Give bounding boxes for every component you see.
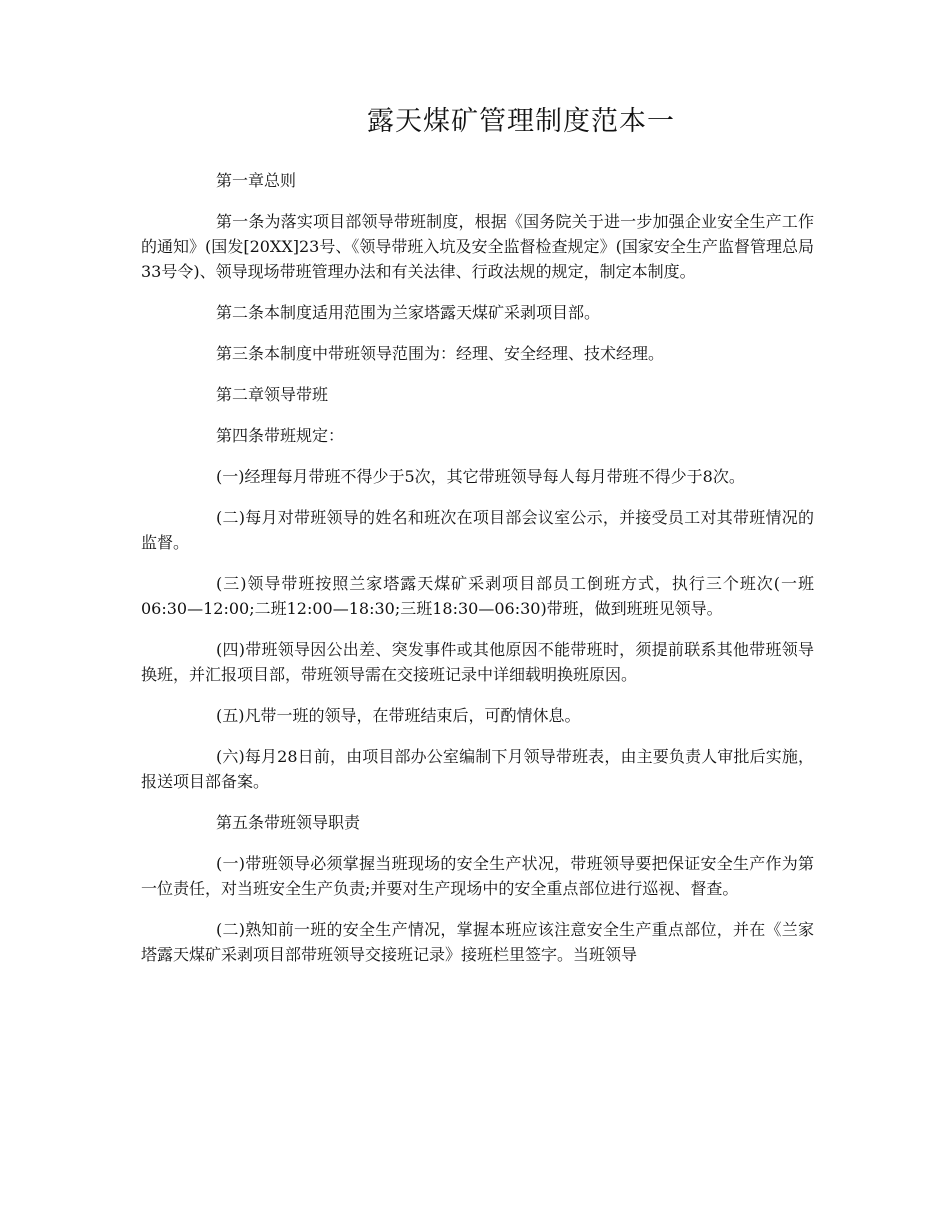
list-item-paragraph: (四)带班领导因公出差、突发事件或其他原因不能带班时，须提前联系其他带班领导换班，并汇报项目部，带班领导需在交接班记录中详细载明换班原因。	[141, 640, 814, 684]
article-paragraph: 第三条本制度中带班领导范围为：经理、安全经理、技术经理。	[216, 344, 665, 363]
article-paragraph: 第四条带班规定：	[216, 426, 345, 445]
list-item-paragraph: (一)带班领导必须掌握当班现场的安全生产状况，带班领导要把保证安全生产作为第一位责任，对当班安全生产负责;并要对生产现场中的安全重点部位进行巡视、督查。	[141, 854, 814, 898]
document-title: 露天煤矿管理制度范本一	[367, 106, 675, 137]
list-item-paragraph: (五)凡带一班的领导，在带班结束后，可酌情休息。	[216, 706, 581, 725]
list-item-paragraph: (三)领导带班按照兰家塔露天煤矿采剥项目部员工倒班方式，执行三个班次(一班06:30—12:00;二班12:00—18:30;三班18:30—06:30)带班，做到班班见领导。	[141, 574, 814, 618]
list-item-paragraph: (六)每月28日前，由项目部办公室编制下月领导带班表，由主要负责人审批后实施，报送项目部备案。	[141, 747, 814, 791]
list-item-paragraph: (一)经理每月带班不得少于5次，其它带班领导每人每月带班不得少于8次。	[216, 467, 745, 486]
article-paragraph: 第一条为落实项目部领导带班制度，根据《国务院关于进一步加强企业安全生产工作的通知》(国发[20XX]23号、《领导带班入坑及安全监督检查规定》(国家安全生产监督管理总局33号令)、领导现场带班管理办法和有关法律、行政法规的规定，制定本制度。	[141, 212, 814, 281]
list-item-paragraph: (二)熟知前一班的安全生产情况，掌握本班应该注意安全生产重点部位，并在《兰家塔露天煤矿采剥项目部带班领导交接班记录》接班栏里签字。当班领导	[141, 920, 814, 964]
list-item-paragraph: (二)每月对带班领导的姓名和班次在项目部会议室公示，并接受员工对其带班情况的监督。	[141, 508, 814, 552]
chapter-heading-general: 第一章总则	[216, 171, 297, 190]
article-paragraph: 第五条带班领导职责	[216, 813, 361, 832]
article-paragraph: 第二条本制度适用范围为兰家塔露天煤矿采剥项目部。	[216, 303, 601, 322]
chapter-heading-leadership: 第二章领导带班	[216, 385, 329, 404]
document-body	[141, 168, 814, 967]
